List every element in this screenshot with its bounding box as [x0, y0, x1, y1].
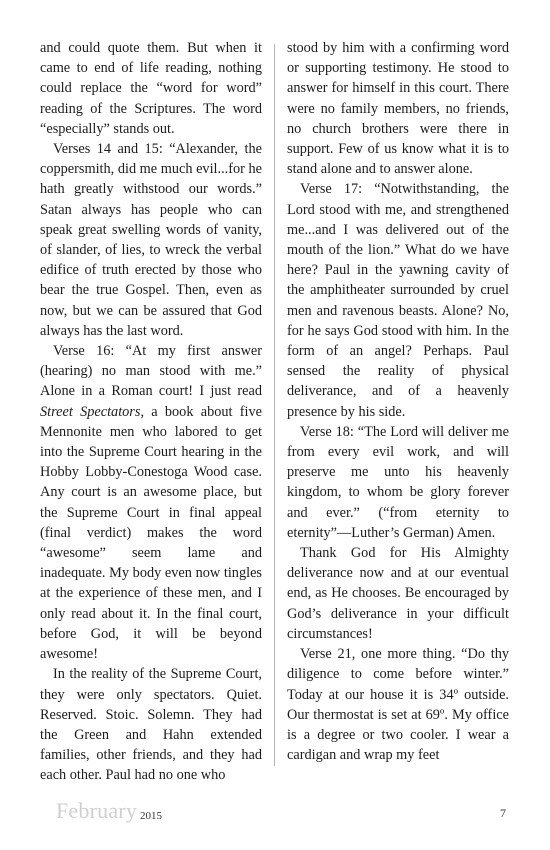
paragraph: and could quote them. But when it came to end of life reading, nothing could replace the “word for word” reading of the Scriptures. The word “especially” stands out. [40, 40, 262, 137]
footer-year: 2015 [140, 810, 162, 822]
book-title: Street Spectators [40, 403, 141, 420]
paragraph: Verse 17: “Notwithstanding, the Lord stood with me, and strengthened me...and I was delivered out of the mouth of the lion.” What do we have here? Paul in the yawning cavity of the amphitheater surrounded by cruel men and ravenous beasts. Alone? No, for he says God stood with him. In the form of an angel? Perhaps. Paul sensed the reality of physical deliverance, and of a heavenly presence by his side. [287, 181, 509, 420]
paragraph: Verses 14 and 15: “Alexander, the coppersmith, did me much evil...for he hath greatly withstood our words.” Satan always has people who can speak great swelling words of vanity, of slander, of lies, to wreck the verbal edifice of truth erected by those who bear the true Gospel. Then, even as now, but we can be assured that God always has the last word. [40, 141, 262, 339]
paragraph: In the reality of the Supreme Court, they were only spectators. Quiet. Reserved. Stoic. Solemn. They had the Green and Hahn extended families, other friends, and they had each other. Paul had no one who [40, 666, 262, 784]
footer-month: February [56, 798, 138, 823]
paragraph-text: , a book about five Mennonite men who labored to get into the Supreme Court hearing in the Hobby Lobby-Conestoga Wood case. Any court is an awesome place, but the Supreme Court in final appeal (final verdict) makes the word “awesome” seem lame and inadequate. My body even now tingles at the experience of these men, and I only read about it. In the final court, before God, it will be beyond awesome! [40, 403, 262, 663]
page-number: 7 [500, 806, 506, 820]
column-divider [274, 44, 275, 766]
right-column [287, 38, 509, 765]
paragraph: Verse 21, one more thing. “Do thy diligence to come before winter.” Today at our house it is 34º outside. Our thermostat is set at 69º. My office is a degree or two cooler. I wear a cardigan and wrap my feet [287, 646, 509, 764]
paragraph: Thank God for His Almighty deliverance now and at our eventual end, as He chooses. Be encouraged by God’s deliverance in your difficult circumstances! [287, 545, 509, 642]
paragraph: Verse 18: “The Lord will deliver me from every evil work, and will preserve me unto his heavenly kingdom, to whom be glory forever and ever.” (“from eternity to eternity”—Luther’s German) Amen. [287, 423, 509, 541]
paragraph-text: Verse 16: “At my first answer (hearing) no man stood with me.” Alone in a Roman court! I just read [40, 343, 262, 400]
left-column [40, 38, 262, 786]
paragraph: stood by him with a confirming word or supporting testimony. He stood to answer for himself in this court. There were no family members, no friends, no church brothers were there in support. Few of us know what it is to stand alone and to answer alone. [287, 40, 509, 178]
paragraph [40, 341, 262, 664]
